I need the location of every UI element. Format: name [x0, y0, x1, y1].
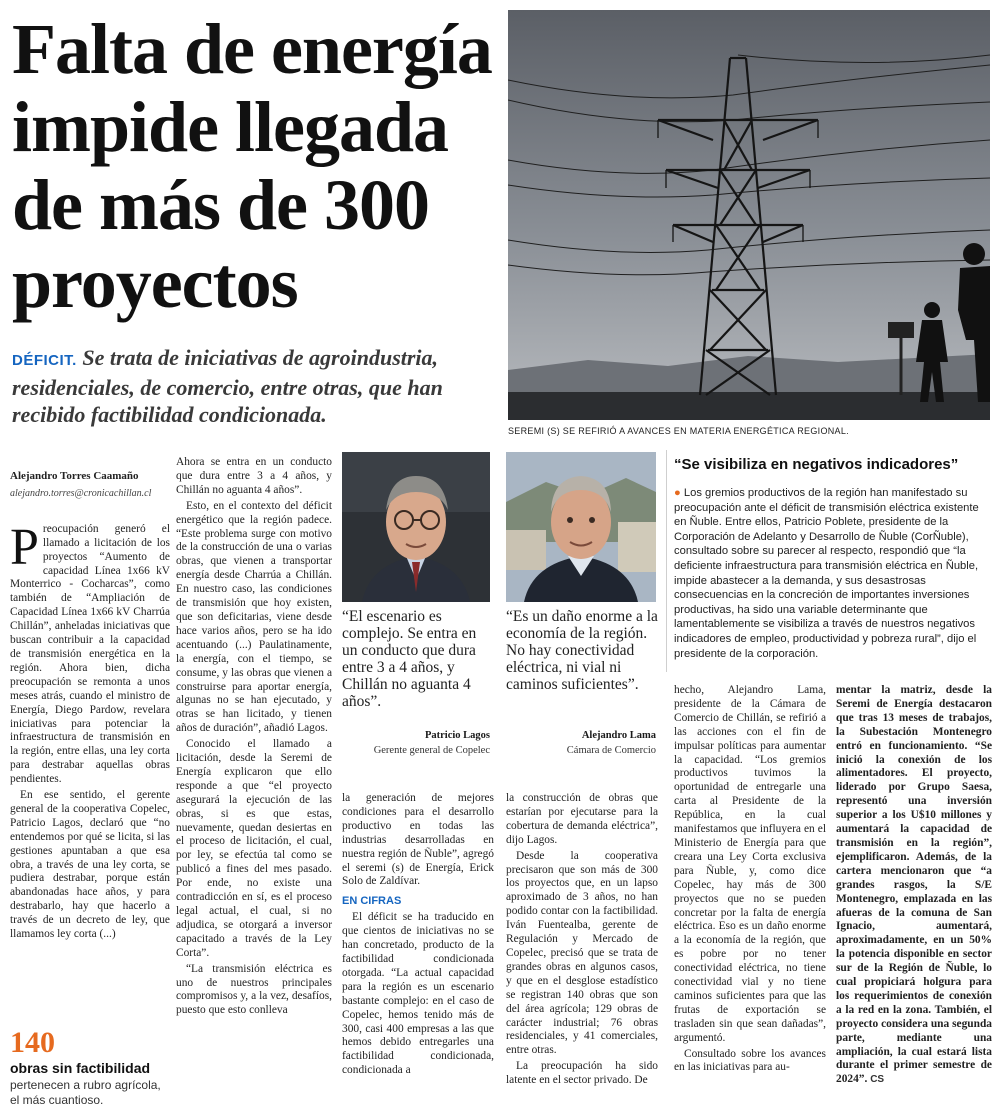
quote-1: “El escenario es complejo. Se entra en un conducto que dura entre 3 a 4 años, y Chillán no aguanta 4 años”.	[342, 608, 477, 710]
article-paragraph: Esto, en el contexto del déficit energético que la región padece. “Este problema surge con motivo de la construcción de una o varias obras, que vienen a transportar energía desde Charrúa a Chillán. En nuestro caso, las condiciones de transmisión que hoy existen, que son deficitarias, viene desde hace varios años, pero se ha ido acentuando (...) Paulatinamente, la energía, con el tiempo, se consume, y las obras que vienen a construirse para aportar energía, algunas no se han ejecutado, y otras se han licitado, y tienen años de duración”, añadió Lagos.	[176, 499, 332, 735]
article-column-2	[176, 456, 332, 1020]
deck	[12, 344, 492, 428]
deck-kicker: DÉFICIT.	[12, 352, 77, 369]
person-photo	[506, 452, 656, 602]
article-paragraph: la generación de mejores condiciones para el desarrollo productivo en todas las industrias desarrolladas en nuestra región de Ñuble”, agregó el seremi (s) de Energía, Erick Solo de Zaldívar.	[342, 792, 494, 888]
portrait-patricio-lagos	[342, 452, 490, 602]
sidebar-title: “Se visibiliza en negativos indicadores”	[674, 456, 959, 473]
article-paragraph: Desde la cooperativa precisaron que son más de 300 los proyectos que, en un lapso aproximado de 3 años, no han podido contar con la factibilidad. Iván Fuentealba, gerente de Regulación y Mercado de Copelec, precisó que se trata de grandes obras en algunos casos, y que en el desglose estadístico se registran 140 obras que son del área agrícola; 129 obras de carácter industrial; 76 obras residenciales, y 41 comerciales, entre otras.	[506, 849, 658, 1057]
sidebar-body	[674, 486, 990, 661]
article-paragraph: La preocupación ha sido latente en el sector privado. De	[506, 1060, 658, 1087]
article-paragraph: Conocido el llamado a licitación, desde la Seremi de Energía explicaron que ello responde a que “el proyecto asegurará la ejecución de las obras, si es que estas, nuevamente, quedan desiertas en el proceso de licitación, el cual, por ley, se efectúa tal como se publicó a fines del mes pasado. Por ende, no existe una contradicción en sí, es el proceso legal actual, el cual, si no adjudica, se otorgará a inversor capacitado a través de la Ley Corta”.	[176, 738, 332, 959]
article-column-5	[674, 684, 826, 1077]
stat-title: obras sin factibilidad	[10, 1060, 151, 1076]
quote-2: “Es un daño enorme a la economía de la región. No hay conectividad eléctrica, ni vial ni caminos suficientes”.	[506, 608, 658, 693]
dropcap: P	[10, 518, 39, 576]
main-photo	[508, 10, 990, 420]
quote-1-name: Patricio Lagos	[424, 730, 490, 741]
stat-number: 140	[10, 1026, 55, 1059]
article-column-6	[836, 684, 992, 1089]
sidebar-text: Los gremios productivos de la región han manifestado su preocupación ante el déficit de transmisión eléctrica existente en Ñuble. Entre ellos, Patricio Poblete, presidente de la Corporación de Adelanto y Desarrollo de Ñuble (CorÑuble), consultado sobre su parecer al respecto, respondió que “la deficiente infraestructura para transmisión eléctrica en Ñuble, impide abastecer a la demanda, y sus desastrosas consecuencias en la concreción de importantes inversiones productivas, ha sido una variable determinante que lamentablemente se visibiliza a través de nuestros negativos indicadores de empleo, productividad y pobreza rural”, dijo el presidente de la corporación.	[674, 487, 979, 660]
bullet-icon: ●	[674, 487, 681, 499]
transmission-tower-illustration	[508, 10, 990, 420]
end-mark: CS	[870, 1074, 885, 1086]
sidebar-divider	[666, 450, 667, 672]
article-paragraph: la construcción de obras que estarían por ejecutarse para la cobertura de demanda eléctrica”, dijo Lagos.	[506, 792, 658, 846]
portrait-alejandro-lama	[506, 452, 656, 602]
article-paragraph	[10, 518, 170, 787]
byline-email[interactable]: alejandro.torres@cronicachillan.cl	[10, 487, 152, 499]
deck-text: Se trata de iniciativas de agroindustria, residenciales, de comercio, entre otras, que han recibido factibilidad condicionada.	[12, 345, 443, 427]
headline: Falta de energía impide llegada de más de 300 proyectos	[12, 9, 492, 323]
section-label-en-cifras: EN CIFRAS	[342, 895, 402, 908]
article-paragraph: “La transmisión eléctrica es uno de nuestros principales compromisos y, a la vez, desafíos, puesto que esto conlleva	[176, 962, 332, 1017]
article-paragraph: En ese sentido, el gerente general de la cooperativa Copelec, Patricio Lagos, declaró que “no entendemos por qué se licita, si las gestiones apuntaban a que esa obra, a través de una ley corta, se pudiera destrabar, porque están abandonadas hace años, y para destrabarlo, hay que hacerlo a través de un decreto de ley, que llamamos ley corta (...)	[10, 789, 170, 941]
article-paragraph: Consultado sobre los avances en las iniciativas para au-	[674, 1047, 826, 1074]
article-paragraph	[836, 684, 992, 1087]
article-paragraph: hecho, Alejandro Lama, presidente de la Cámara de Comercio de Chillán, se refirió a las acciones con el fin de impulsar políticas para aumentar la capacidad. “Los gremios productivos tuvimos la oportunidad de entregarle una carta al Presidente de la República, en la cual manifestamos que influyera en el Ministerio de Energía para que creara una Ley Corta exclusiva para Ñuble, y, como dice Copelec, hay más de 300 proyectos que no se pueden concretar por la falta de energía eléctrica. Eso es un daño enorme a la economía de la región, que es pobre por no tener conectividad eléctrica, no tiene conectividad vial y no tiene caminos suficientes para que las frutas de exportación se trasladen sin que sean dañadas”, argumentó.	[674, 684, 826, 1044]
quote-1-role: Gerente general de Copelec	[373, 745, 490, 756]
photo-caption: SEREMI (S) SE REFIRIÓ A AVANCES EN MATERIA ENERGÉTICA REGIONAL.	[508, 426, 849, 436]
article-column-1	[10, 470, 170, 944]
quote-2-role: Cámara de Comercio	[566, 745, 656, 756]
stat-description: pertenecen a rubro agrícola, el más cuantioso.	[10, 1078, 161, 1107]
quote-2-name: Alejandro Lama	[581, 730, 656, 741]
article-text: mentar la matriz, desde la Seremi de Energía destacaron que tras 13 meses de trabajos, la Subestación Montenegro entró en funcionamiento. “Se inició la conexión de los alimentadores. El proyecto, liderado por Grupo Saesa, representó una inversión superior a los U$10 millones y aumentará la capacidad de transmisión en la región”, ejemplificaron. Además, de la cartera mencionaron que “a grandes rasgos, la S/E Montenegro, emplazada en las afueras de la comuna de San Ignacio, aumentará, aproximadamente, en un 50% la potencia disponible en sector sur de la Región de Ñuble, lo cual propiciará holgura para los requerimientos de conexión a la red en la zona. También, el proyecto considera una segunda parte, mediante una ampliación, la cual estará lista durante el primer semestre de 2024”.	[836, 684, 992, 1086]
byline-name: Alejandro Torres Caamaño	[10, 470, 139, 482]
article-column-4	[506, 792, 658, 1090]
article-paragraph: Ahora se entra en un conducto que dura entre 3 a 4 años, y Chillán no aguanta 4 años”.	[176, 456, 332, 496]
article-text: reocupación generó el llamado a licitación de los proyectos “Aumento de capacidad Línea 1x66 kV Monterrico - Cocharcas”, como también de “Ampliación de Capacidad Línea 1x66 kV Charrúa Chillán”, anheladas iniciativas que buscan contribuir a la capacidad de transmisión energética en la región. Ahora bien, dicha preocupación se remonta a unos meses atrás, cuando el ministro de Energía, Diego Pardow, revelara iniciativas para potenciar la infraestructura de transmisión en la región, entre ellas, una ley corta para destrabar aquellas obras pendientes.	[10, 522, 170, 786]
article-paragraph: El déficit se ha traducido en que cientos de iniciativas no se han concretado, producto de la factibilidad condicionada otorgada. “La actual capacidad para la región es un escenario bastante complejo: en el caso de Copelec, hemos tenido más de 300, casi 400 empresas a las que hemos debido entregarles una factibilidad condicionada, condicionada a	[342, 911, 494, 1077]
article-column-3	[342, 792, 494, 1080]
person-photo	[342, 452, 490, 602]
